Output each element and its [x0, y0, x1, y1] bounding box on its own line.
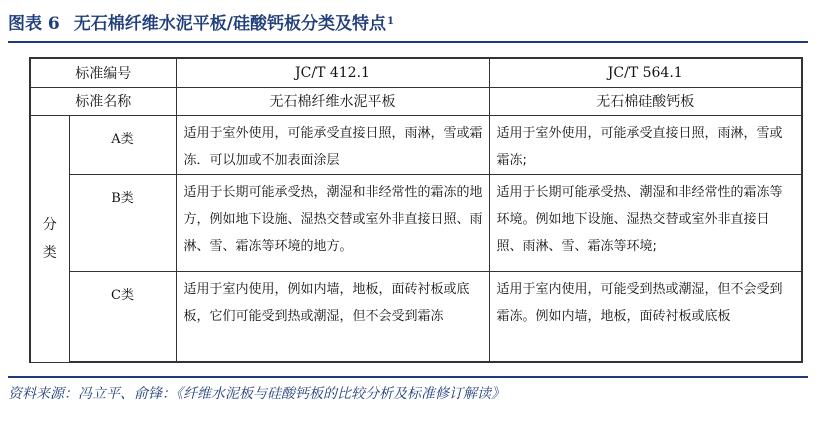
figure-title	[8, 6, 808, 36]
category-b-desc-1: 适用于长期可能承受热，潮湿和非经常性的霜冻的地方，例如地下设施、湿热交替或室外非直接日照、雨淋、雪、霜冻等环境的地方。	[176, 174, 489, 271]
standard-code-2: JC/T 564.1	[489, 58, 802, 87]
table-row	[30, 174, 802, 271]
classification-group-label	[30, 115, 69, 362]
source-divider	[8, 376, 808, 378]
table-row	[30, 115, 802, 174]
table-row	[30, 58, 802, 87]
figure-label: 图表 6	[8, 13, 60, 34]
table-row	[30, 271, 802, 362]
table-row	[30, 87, 802, 115]
standard-name-2: 无石棉硅酸钙板	[489, 87, 802, 115]
group-label-char-2: 类	[42, 244, 57, 261]
category-label-c: C类	[69, 271, 176, 362]
footnote-mark: 1	[386, 15, 394, 27]
category-a-desc-2: 适用于室外使用，可能承受直接日照，雨淋，雪或霜冻;	[489, 115, 802, 174]
figure-title-text: 无石棉纤维水泥平板/硅酸钙板分类及特点	[73, 13, 386, 34]
category-label-a: A类	[69, 115, 176, 174]
category-c-desc-2: 适用于室内使用，可能受到热或潮湿，但不会受到霜冻。例如内墙，地板，面砖衬板或底板	[489, 271, 802, 362]
standard-name-1: 无石棉纤维水泥平板	[176, 87, 489, 115]
title-divider	[8, 41, 808, 43]
category-c-desc-1: 适用于室内使用，例如内墙，地板，面砖衬板或底板，它们可能受到热或潮湿，但不会受到霜冻	[176, 271, 489, 362]
group-label-char-1: 分	[42, 216, 57, 233]
standard-code-1: JC/T 412.1	[176, 58, 489, 87]
classification-table	[29, 57, 803, 363]
source-note: 资料来源：冯立平、俞锋：《纤维水泥板与硅酸钙板的比较分析及标准修订解读》	[8, 386, 505, 402]
category-a-desc-1: 适用于室外使用，可能承受直接日照，雨淋，雪或霜冻．可以加或不加表面涂层	[176, 115, 489, 174]
standard-name-header: 标准名称	[30, 87, 176, 115]
category-b-desc-2: 适用于长期可能承受热、潮湿和非经常性的霜冻等环境。例如地下设施、湿热交替或室外非直接日照、雨淋、雪、霜冻等环境;	[489, 174, 802, 271]
standard-code-header: 标准编号	[30, 58, 176, 87]
category-label-b: B类	[69, 174, 176, 271]
